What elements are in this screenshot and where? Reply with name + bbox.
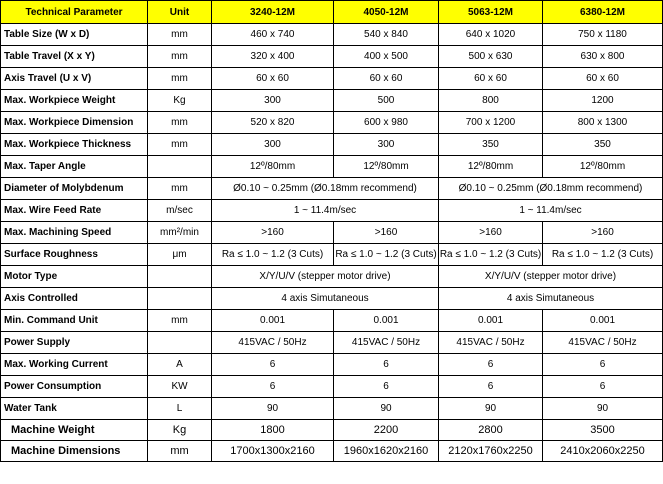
row-value: 640 x 1020 xyxy=(439,24,543,46)
row-value: >160 xyxy=(543,222,663,244)
table-row xyxy=(1,156,663,178)
row-value: 1960x1620x2160 xyxy=(334,441,439,462)
row-parameter: Diameter of Molybdenum xyxy=(1,178,148,200)
row-value: 0.001 xyxy=(439,310,543,332)
row-value: 6 xyxy=(334,354,439,376)
table-row xyxy=(1,222,663,244)
row-value: 2200 xyxy=(334,420,439,441)
row-parameter: Power Supply xyxy=(1,332,148,354)
table-row xyxy=(1,288,663,310)
row-value: 520 x 820 xyxy=(212,112,334,134)
table-row xyxy=(1,310,663,332)
row-parameter: Max. Workpiece Weight xyxy=(1,90,148,112)
row-value: 415VAC / 50Hz xyxy=(439,332,543,354)
row-value: 350 xyxy=(543,134,663,156)
row-value: 90 xyxy=(543,398,663,420)
row-value: 600 x 980 xyxy=(334,112,439,134)
row-value: 300 xyxy=(212,134,334,156)
row-parameter: Max. Workpiece Dimension xyxy=(1,112,148,134)
table-row xyxy=(1,332,663,354)
row-parameter: Table Size (W x D) xyxy=(1,24,148,46)
row-unit: Kg xyxy=(148,420,212,441)
row-unit: mm xyxy=(148,112,212,134)
row-unit: mm xyxy=(148,134,212,156)
row-unit: mm xyxy=(148,310,212,332)
table-row xyxy=(1,90,663,112)
row-parameter: Axis Travel (U x V) xyxy=(1,68,148,90)
row-value: 60 x 60 xyxy=(543,68,663,90)
row-value: >160 xyxy=(334,222,439,244)
row-value: 6 xyxy=(212,376,334,398)
row-value: >160 xyxy=(439,222,543,244)
row-value: 12º/80mm xyxy=(334,156,439,178)
row-value: Ra ≤ 1.0 ~ 1.2 (3 Cuts) xyxy=(543,244,663,266)
row-value-merged: 1 ~ 11.4m/sec xyxy=(212,200,439,222)
row-unit xyxy=(148,266,212,288)
table-row xyxy=(1,244,663,266)
row-value: 630 x 800 xyxy=(543,46,663,68)
table-row xyxy=(1,376,663,398)
row-parameter: Max. Workpiece Thickness xyxy=(1,134,148,156)
row-value: 415VAC / 50Hz xyxy=(212,332,334,354)
row-value: 350 xyxy=(439,134,543,156)
row-value: 3500 xyxy=(543,420,663,441)
row-value: 6 xyxy=(543,354,663,376)
row-value: Ra ≤ 1.0 ~ 1.2 (3 Cuts) xyxy=(212,244,334,266)
table-row xyxy=(1,46,663,68)
header-unit: Unit xyxy=(148,1,212,24)
row-parameter: Machine Dimensions xyxy=(1,441,148,462)
row-value: 60 x 60 xyxy=(439,68,543,90)
row-value-merged: 4 axis Simutaneous xyxy=(212,288,439,310)
row-parameter: Machine Weight xyxy=(1,420,148,441)
header-row xyxy=(1,1,663,24)
row-unit: mm²/min xyxy=(148,222,212,244)
row-value: >160 xyxy=(212,222,334,244)
row-value: 6 xyxy=(439,376,543,398)
row-value: 500 x 630 xyxy=(439,46,543,68)
row-unit xyxy=(148,156,212,178)
row-value: 320 x 400 xyxy=(212,46,334,68)
row-value: 6 xyxy=(543,376,663,398)
row-unit: L xyxy=(148,398,212,420)
row-value: 6 xyxy=(334,376,439,398)
row-value: 1800 xyxy=(212,420,334,441)
row-parameter: Motor Type xyxy=(1,266,148,288)
row-value: 300 xyxy=(334,134,439,156)
row-value: 90 xyxy=(334,398,439,420)
row-unit: A xyxy=(148,354,212,376)
row-value: 2800 xyxy=(439,420,543,441)
row-unit: m/sec xyxy=(148,200,212,222)
row-value: 60 x 60 xyxy=(212,68,334,90)
row-value-merged: X/Y/U/V (stepper motor drive) xyxy=(212,266,439,288)
table-row xyxy=(1,420,663,441)
row-unit xyxy=(148,288,212,310)
spec-table-body xyxy=(1,1,663,462)
row-unit: Kg xyxy=(148,90,212,112)
header-model: 4050-12M xyxy=(334,1,439,24)
row-value: Ra ≤ 1.0 ~ 1.2 (3 Cuts) xyxy=(439,244,543,266)
row-value: 415VAC / 50Hz xyxy=(334,332,439,354)
row-value: 540 x 840 xyxy=(334,24,439,46)
row-parameter: Table Travel (X x Y) xyxy=(1,46,148,68)
row-value: 2120x1760x2250 xyxy=(439,441,543,462)
row-unit: mm xyxy=(148,68,212,90)
row-unit: mm xyxy=(148,46,212,68)
table-row xyxy=(1,178,663,200)
row-value: 500 xyxy=(334,90,439,112)
row-value-merged: 1 ~ 11.4m/sec xyxy=(439,200,663,222)
row-unit: μm xyxy=(148,244,212,266)
row-parameter: Max. Wire Feed Rate xyxy=(1,200,148,222)
row-value-merged: X/Y/U/V (stepper motor drive) xyxy=(439,266,663,288)
header-model: 3240-12M xyxy=(212,1,334,24)
row-value: 60 x 60 xyxy=(334,68,439,90)
row-value: 460 x 740 xyxy=(212,24,334,46)
row-value: 1700x1300x2160 xyxy=(212,441,334,462)
row-value: 12º/80mm xyxy=(543,156,663,178)
row-value: 90 xyxy=(439,398,543,420)
row-value: 0.001 xyxy=(543,310,663,332)
row-parameter: Axis Controlled xyxy=(1,288,148,310)
row-parameter: Max. Taper Angle xyxy=(1,156,148,178)
header-model: 6380-12M xyxy=(543,1,663,24)
row-value: 12º/80mm xyxy=(212,156,334,178)
row-parameter: Power Consumption xyxy=(1,376,148,398)
row-value-merged: Ø0.10 ~ 0.25mm (Ø0.18mm recommend) xyxy=(439,178,663,200)
row-parameter: Max. Working Current xyxy=(1,354,148,376)
row-unit: KW xyxy=(148,376,212,398)
row-value: 0.001 xyxy=(212,310,334,332)
row-parameter: Surface Roughness xyxy=(1,244,148,266)
table-row xyxy=(1,68,663,90)
row-value: 12º/80mm xyxy=(439,156,543,178)
row-parameter: Water Tank xyxy=(1,398,148,420)
row-value: 300 xyxy=(212,90,334,112)
row-parameter: Max. Machining Speed xyxy=(1,222,148,244)
row-value: 400 x 500 xyxy=(334,46,439,68)
row-value: Ra ≤ 1.0 ~ 1.2 (3 Cuts) xyxy=(334,244,439,266)
row-value: 6 xyxy=(439,354,543,376)
row-parameter: Min. Command Unit xyxy=(1,310,148,332)
header-parameter: Technical Parameter xyxy=(1,1,148,24)
row-value: 750 x 1180 xyxy=(543,24,663,46)
table-row xyxy=(1,200,663,222)
row-value: 700 x 1200 xyxy=(439,112,543,134)
row-value: 0.001 xyxy=(334,310,439,332)
table-row xyxy=(1,24,663,46)
row-value-merged: Ø0.10 ~ 0.25mm (Ø0.18mm recommend) xyxy=(212,178,439,200)
row-unit: mm xyxy=(148,178,212,200)
table-row xyxy=(1,134,663,156)
row-value: 800 x 1300 xyxy=(543,112,663,134)
table-row xyxy=(1,354,663,376)
row-value: 1200 xyxy=(543,90,663,112)
row-unit xyxy=(148,332,212,354)
row-value: 415VAC / 50Hz xyxy=(543,332,663,354)
table-row xyxy=(1,266,663,288)
row-value-merged: 4 axis Simutaneous xyxy=(439,288,663,310)
row-unit: mm xyxy=(148,24,212,46)
row-value: 6 xyxy=(212,354,334,376)
table-row xyxy=(1,441,663,462)
row-unit: mm xyxy=(148,441,212,462)
table-row xyxy=(1,112,663,134)
table-row xyxy=(1,398,663,420)
row-value: 90 xyxy=(212,398,334,420)
row-value: 800 xyxy=(439,90,543,112)
row-value: 2410x2060x2250 xyxy=(543,441,663,462)
header-model: 5063-12M xyxy=(439,1,543,24)
